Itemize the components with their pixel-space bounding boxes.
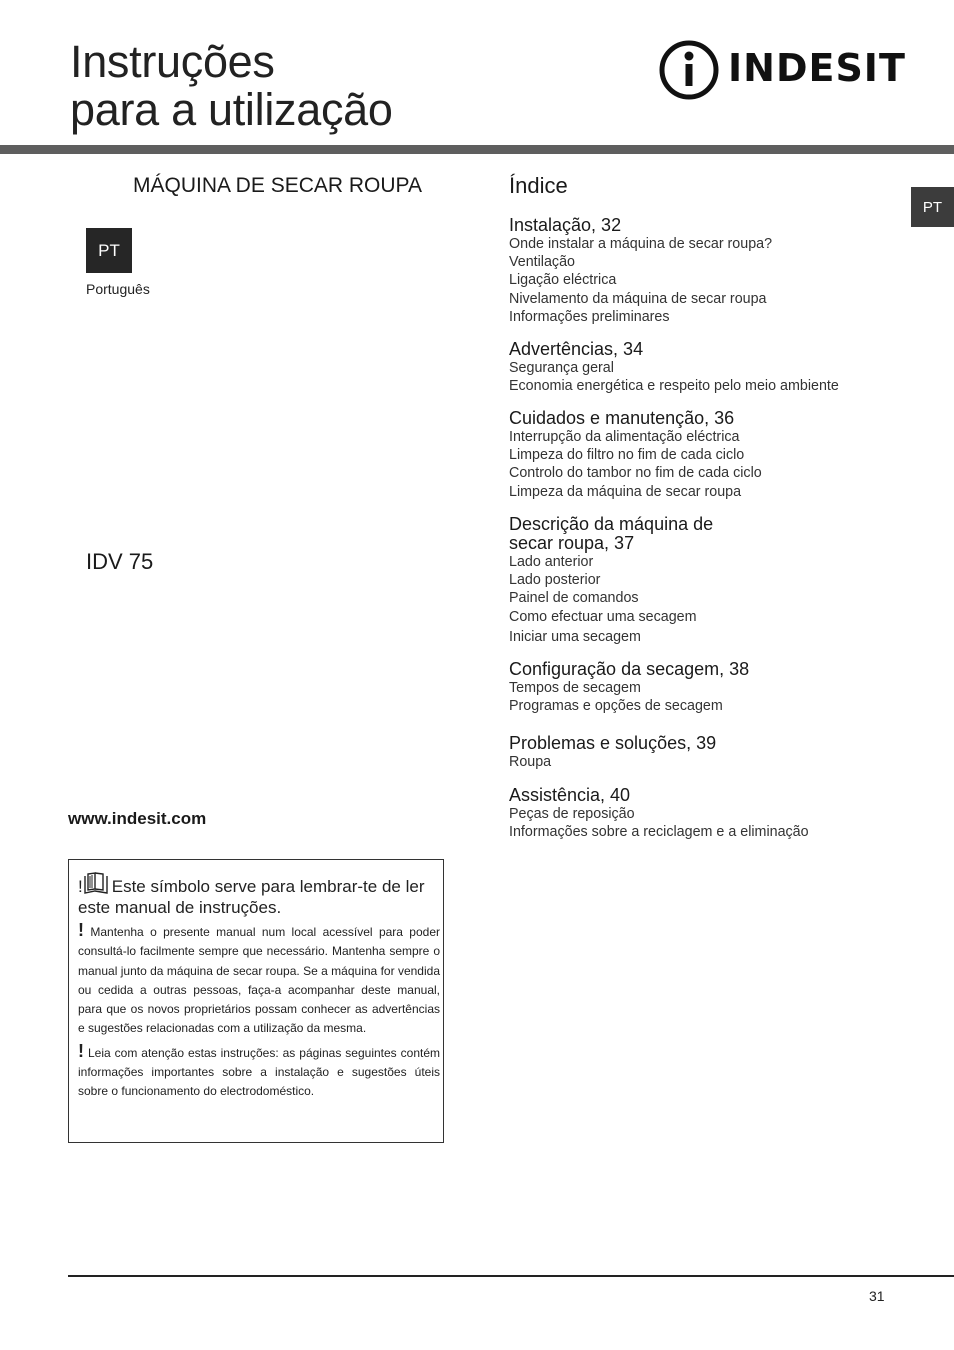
page-title <box>70 38 393 134</box>
index-section-title[interactable]: Problemas e soluções, 39 <box>509 733 717 753</box>
index-item[interactable]: Peças de reposição <box>509 806 635 822</box>
notice-box <box>68 859 444 1143</box>
index-item[interactable]: Economia energética e respeito pelo meio ambiente <box>509 378 839 395</box>
index-item[interactable]: Limpeza da máquina de secar roupa <box>509 483 742 500</box>
index-section-configuration <box>509 660 879 715</box>
index-item[interactable]: Limpeza do filtro no fim de cada ciclo <box>509 447 745 464</box>
index-section-assistance <box>509 786 879 841</box>
page-number: 31 <box>869 1288 885 1304</box>
index-section-title[interactable]: Cuidados e manutenção, 36 <box>509 408 735 428</box>
product-type: MÁQUINA DE SECAR ROUPA <box>133 174 422 197</box>
index-item[interactable]: Controlo do tambor no fim de cada ciclo <box>509 465 762 482</box>
index-item[interactable]: Informações preliminares <box>509 308 670 325</box>
website-link[interactable]: www.indesit.com <box>68 809 207 828</box>
notice-paragraph-1-text: Mantenha o presente manual num local acessível para poder consultá-lo facilmente sempre que necessário. Mantenha sempre o manual junto da máquina de secar roupa. Se a máquina for vendida ou cedida a outras pessoas, faça-a acompanhar deste manual, para que os novos proprietários possam conhecer as advertências e sugestões relacionadas com a utilização da mesma. <box>78 925 440 1036</box>
manual-book-icon <box>83 872 109 894</box>
model-number: IDV 75 <box>86 549 154 574</box>
language-side-tab: PT <box>911 187 954 227</box>
title-line-2: para a utilização <box>70 84 393 135</box>
exclamation-mark: ! <box>78 877 83 896</box>
index-item[interactable]: Ligação eléctrica <box>509 272 617 289</box>
index-item[interactable]: Ventilação <box>509 254 575 271</box>
title-line-1: Instruções <box>70 36 275 87</box>
index-item[interactable]: Lado anterior <box>509 554 594 570</box>
header-divider <box>0 145 954 154</box>
notice-paragraph-2 <box>78 1042 440 1102</box>
index-item[interactable]: Iniciar uma secagem <box>509 628 641 645</box>
index-section-title[interactable]: Advertências, 34 <box>509 339 644 359</box>
footer-divider <box>68 1275 954 1277</box>
index-section-title[interactable]: Configuração da secagem, 38 <box>509 659 750 679</box>
index-item[interactable]: Informações sobre a reciclagem e a eliminação <box>509 824 809 841</box>
notice-paragraph-2-text: Leia com atenção estas instruções: as páginas seguintes contém informações importantes sobre a instalação e sugestões úteis sobre o funcionamento do electrodoméstico. <box>78 1045 440 1099</box>
index-title: Índice <box>509 173 568 198</box>
notice-lead <box>78 872 440 918</box>
language-badge: PT <box>86 228 132 273</box>
index-section-description <box>509 515 759 646</box>
exclamation-mark: ! <box>78 1040 84 1061</box>
index-item[interactable]: Tempos de secagem <box>509 680 641 696</box>
index-item[interactable]: Programas e opções de secagem <box>509 698 723 715</box>
index-item[interactable]: Lado posterior <box>509 572 601 589</box>
index-item[interactable]: Segurança geral <box>509 360 614 376</box>
index-item[interactable]: Interrupção da alimentação eléctrica <box>509 429 740 445</box>
brand-wordmark: INDESIT <box>728 46 906 90</box>
notice-paragraph-1 <box>78 921 440 1039</box>
index-section-installation <box>509 216 879 326</box>
index-item[interactable]: Painel de comandos <box>509 590 639 607</box>
index-section-care <box>509 409 879 501</box>
index-section-title[interactable]: Instalação, 32 <box>509 215 622 235</box>
index-item[interactable]: Roupa <box>509 754 552 770</box>
exclamation-mark: ! <box>78 920 84 940</box>
index-item[interactable]: Como efectuar uma secagem <box>509 608 697 625</box>
notice-lead-text: Este símbolo serve para lembrar-te de ler este manual de instruções. <box>78 877 425 917</box>
index-item[interactable]: Nivelamento da máquina de secar roupa <box>509 290 767 307</box>
language-name: Português <box>86 281 150 297</box>
index-section-warnings <box>509 340 879 395</box>
index-section-title[interactable]: Descrição da máquina de secar roupa, 37 <box>509 514 714 553</box>
index-section-title[interactable]: Assistência, 40 <box>509 785 631 805</box>
index-item[interactable]: Onde instalar a máquina de secar roupa? <box>509 236 773 252</box>
index-section-troubleshooting <box>509 734 879 771</box>
